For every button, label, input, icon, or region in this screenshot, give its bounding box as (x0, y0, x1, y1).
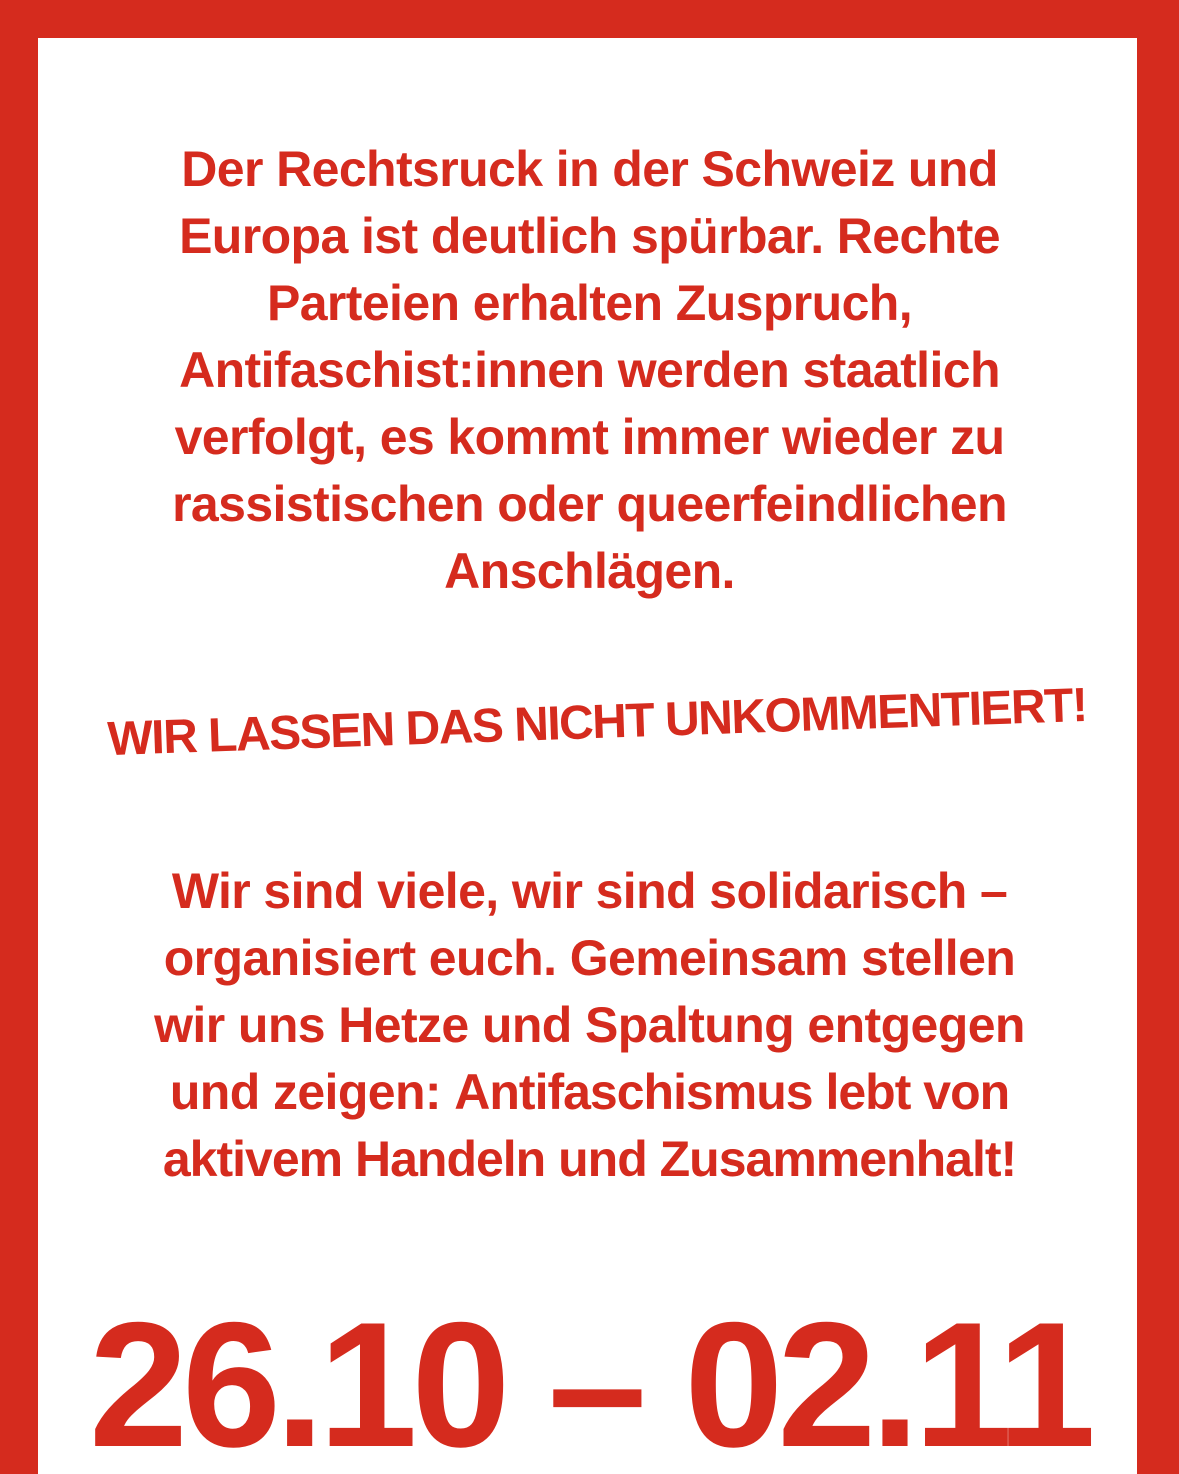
intro-line: Antifaschist:innen werden staatlich (179, 342, 1000, 398)
event-dates: 26.10 – 02.11 (89, 1285, 1090, 1474)
call-line: und zeigen: (169, 1064, 455, 1120)
call-line: Wir sind viele, wir sind solidarisch – (171, 863, 1008, 919)
intro-line: rassistischen oder queerfeindlichen (172, 476, 1007, 532)
intro-line: Der Rechtsruck in der Schweiz und (181, 141, 998, 197)
call-paragraph (0, 858, 1179, 1193)
call-emphasis: aktivem Handeln und Zusammenhalt! (162, 1131, 1017, 1187)
intro-line: Anschlägen. (444, 543, 735, 599)
intro-line: Parteien erhalten Zuspruch, (266, 275, 913, 331)
intro-line: Europa ist deutlich spürbar. Rechte (179, 208, 1000, 264)
intro-line: verfolgt, es kommt immer wieder zu (174, 409, 1005, 465)
call-line: organisiert euch. Gemeinsam stellen (163, 930, 1016, 986)
slogan-banner: WIR LASSEN DAS NICHT UNKOMMENTIERT! (106, 678, 1088, 767)
call-line: wir uns Hetze und Spaltung entgegen (154, 997, 1025, 1053)
call-emphasis: Antifaschismus lebt von (454, 1064, 1010, 1120)
intro-paragraph (0, 136, 1179, 605)
